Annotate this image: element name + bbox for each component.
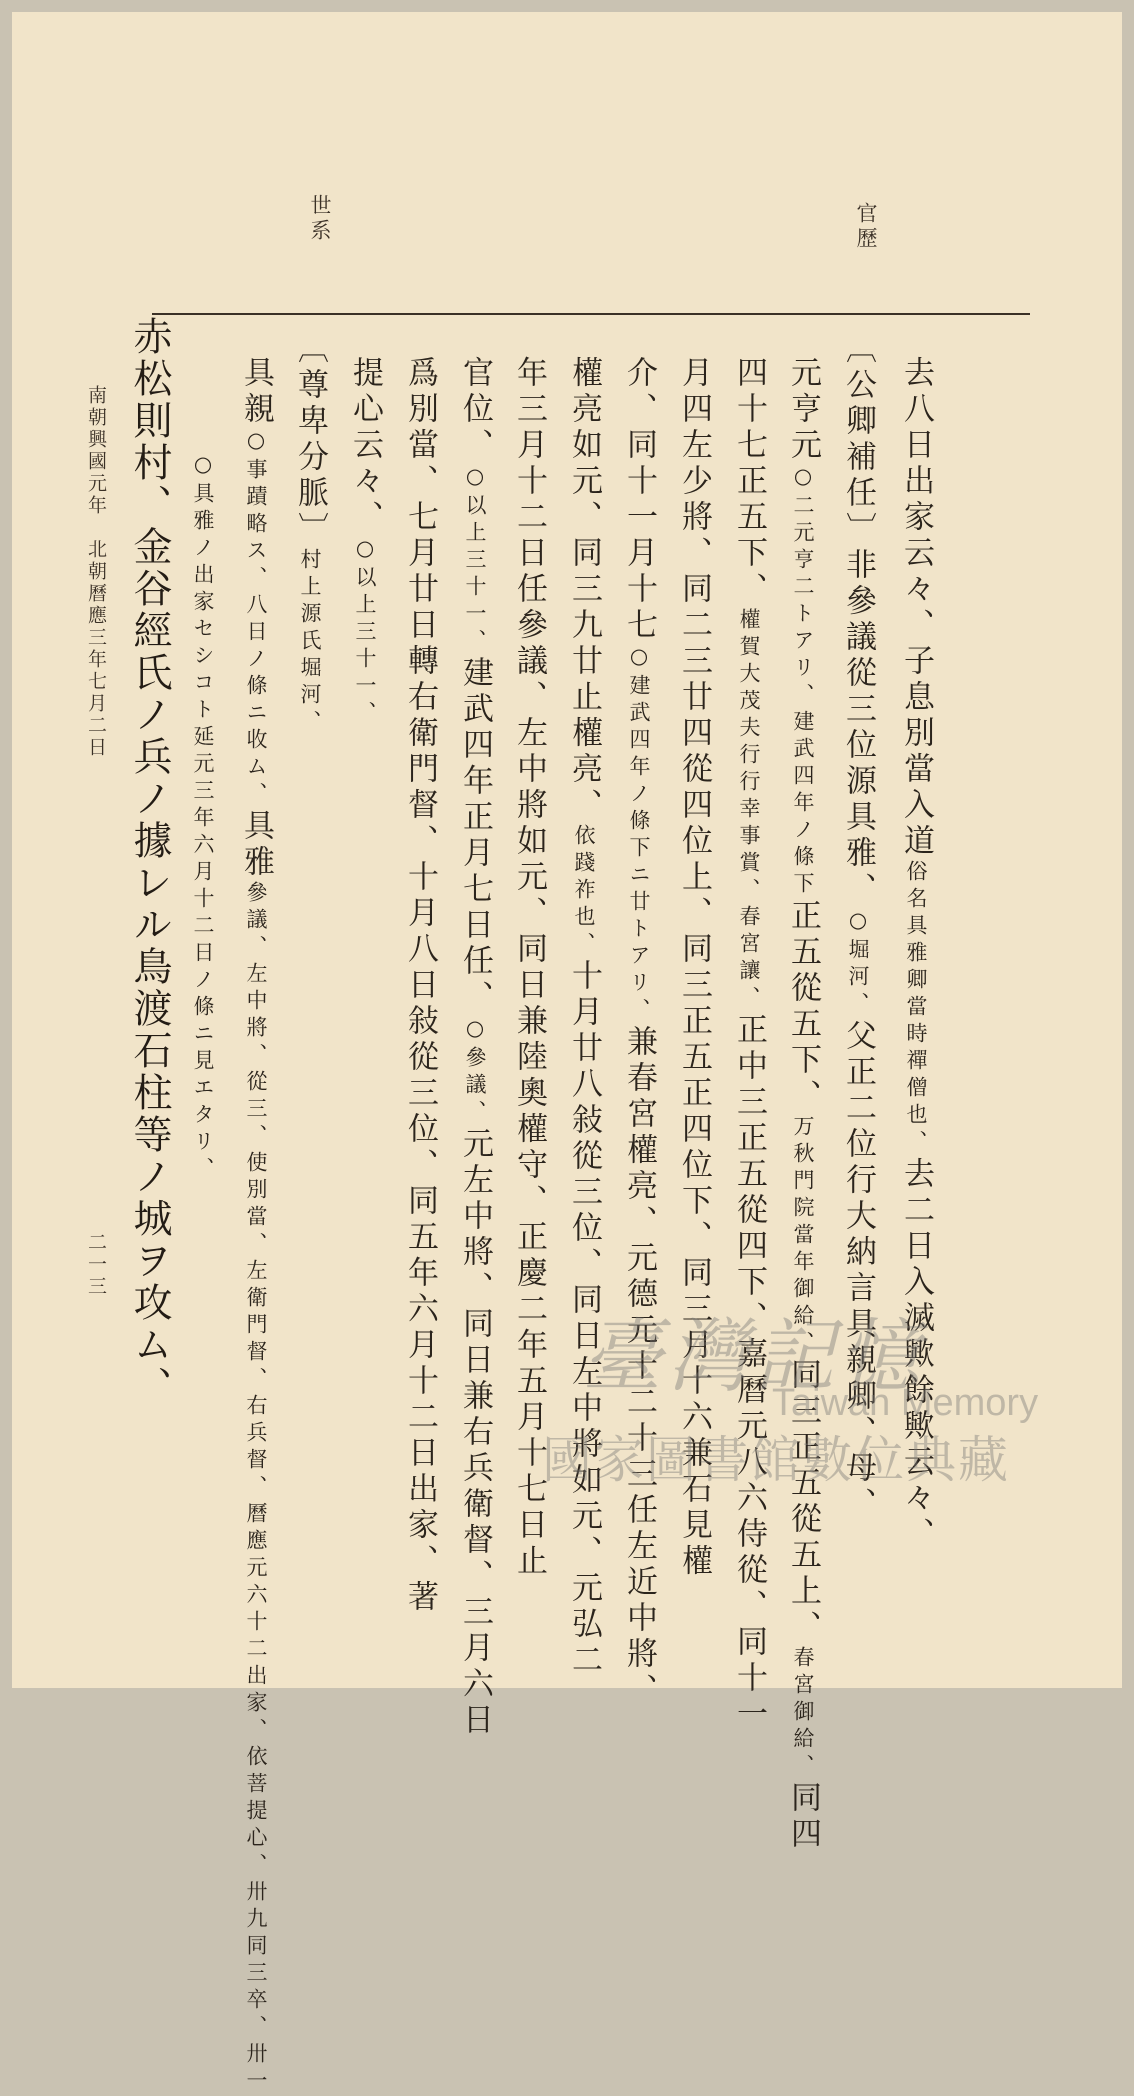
footer-date: 南朝興國元年 北朝曆應三年七月二日 bbox=[85, 385, 107, 759]
text-column-2: 〔公卿補任〕非參議從三位源具雅、○堀河、父正二位行大納言具親卿、母、 bbox=[840, 332, 876, 1523]
header-rule bbox=[152, 313, 1030, 315]
watermark-library-name: 國家圖書館數位典藏 bbox=[542, 1431, 1010, 1489]
watermark-english: Taiwan Memory bbox=[772, 1382, 1039, 1424]
text-column-7: 權亮如元、同三九廿止權亮、依踐祚也、十月廿八敍從三位、同日左中將如元、元弘二 bbox=[566, 356, 602, 1679]
text-column-3: 元亨元○二元亨二トアリ、建武四年ノ條下正五從五下、万秋門院當年御給、同三正五從五上、春宮御給、同四 bbox=[785, 356, 821, 1853]
page-number: 二一三 bbox=[85, 1232, 107, 1298]
header-sekei: 世系 bbox=[308, 194, 332, 244]
text-column-9: 官位、○以上三十一、建武四年正月七日任、○參議、元左中將、同日兼右兵衛督、三月六日 bbox=[457, 356, 493, 1739]
text-column-13: 具親○事蹟略ス、八日ノ條ニ收ム、具雅參議、左中將、從三、使別當、左衛門督、右兵督、曆應元六十二出家、依菩提心、卅九同三卒、卅一 bbox=[238, 356, 274, 2096]
text-column-1: 去八日出家云々、子息別當入道俗名具雅卿當時禪僧也、去二日入滅歟餘歟云々、 bbox=[898, 356, 934, 1553]
text-column-4: 四十七正五下、權賀大茂夫行行幸事賞、春宮讓、正中三正五從四下、嘉曆元八六侍從、同十一 bbox=[731, 356, 767, 1733]
text-column-6: 介、同十一月十七○建武四年ノ條下ニ廿トアリ、兼春宮權亮、元德元十二十三任左近中將、 bbox=[621, 356, 657, 1709]
document-page bbox=[12, 12, 1122, 2096]
header-kanreki: 官歷 bbox=[854, 202, 878, 252]
text-column-5: 月四左少將、同二三廿四從四位上、同三正五正四位下、同三月十六兼石見權 bbox=[676, 356, 712, 1580]
text-column-8: 年三月十二日任參議、左中將如元、同日兼陸奧權守、正慶二年五月十七日止 bbox=[511, 356, 547, 1580]
text-column-12: 〔尊卑分脈〕村上源氏堀河、 bbox=[292, 332, 328, 737]
text-column-10: 爲別當、七月廿日轉右衛門督、十月八日敍從三位、同五年六月十二日出家、著 bbox=[402, 356, 438, 1616]
text-column-11: 提心云々、○以上三十一、 bbox=[347, 356, 383, 728]
next-entry-heading: 赤松則村、金谷經氏ノ兵ノ據レル鳥渡石柱等ノ城ヲ攻ム、 bbox=[127, 316, 172, 1408]
watermark-script-logo: 臺灣記憶 bbox=[582, 1310, 926, 1403]
text-column-14: ○具雅ノ出家セシコト延元三年六月十二日ノ條ニ見エタリ、 bbox=[191, 452, 215, 1184]
